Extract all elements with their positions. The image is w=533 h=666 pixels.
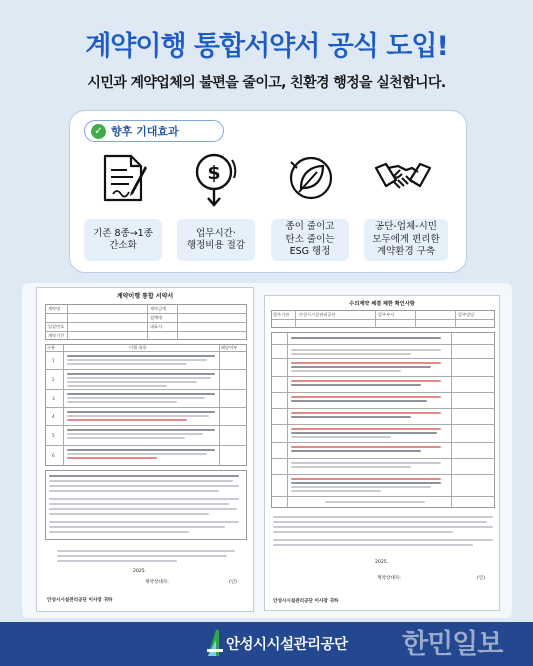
headline: 계약이행 통합서약서 공식 도입! [85, 31, 448, 62]
press-watermark: 한민일보 [402, 629, 503, 660]
subheadline: 시민과 계약업체의 불편을 줄이고, 친환경 행정을 실천합니다. [87, 75, 446, 91]
integrated-pledge-document [36, 287, 254, 612]
document-right-date: 2025. [375, 560, 389, 565]
effect-item-simplification: 기존 8종→1종 간소화 [84, 219, 162, 261]
time-money-down-icon [188, 148, 244, 208]
row-number: 3 [52, 396, 55, 401]
row-number: 6 [52, 453, 55, 458]
handshake-icon [372, 150, 434, 206]
document-left-signer: 계약상대자: [145, 580, 169, 585]
col-ordering-dept: 발주부서 [378, 312, 395, 317]
col-ordering-staff: 발주담당 [458, 312, 475, 317]
col-category: 구분 [47, 345, 56, 350]
effect-item-cost-saving: 업무시간· 행정비용 절감 [177, 219, 255, 261]
expected-effects-label: 향후 기대효과 [111, 125, 179, 138]
document-right-title: 수의계약 체결 제한 확인사항 [349, 301, 415, 307]
organization-logo-icon [205, 628, 225, 658]
col-applicable: 해당여부 [221, 345, 238, 350]
document-left-seal: (인) [229, 580, 238, 585]
row-number: 4 [52, 414, 55, 419]
label-contract-name: 계약명 [48, 306, 61, 311]
label-representative: 대표자 [150, 324, 163, 329]
agency-name: 안성시시설관리공단 [299, 312, 336, 317]
col-ordering-agency: 발주기관 [273, 312, 290, 317]
effect-item-esg: 종이 줄이고 탄소 줄이는 ESG 행정 [271, 219, 349, 261]
document-left-title: 계약이행 통합 서약서 [116, 293, 174, 300]
row-number: 5 [52, 433, 55, 438]
document-left-addressee: 안성시시설관리공단 이사장 귀하 [47, 598, 113, 603]
label-bid-number: 입찰번호 [48, 324, 65, 329]
document-right-addressee: 안성시시설관리공단 이사장 귀하 [273, 599, 339, 604]
label-contract-amount: 계약금액 [150, 306, 167, 311]
svg-text:$: $ [207, 162, 221, 184]
organization-name: 안성시시설관리공단 [226, 637, 348, 653]
document-right-signer: 계약상대자: [377, 576, 401, 581]
row-number: 1 [52, 358, 55, 363]
document-right-seal: (인) [477, 576, 486, 581]
document-left-date: 2025. [133, 569, 147, 574]
eco-leaf-icon [283, 150, 339, 206]
document-sign-icon [97, 150, 153, 206]
private-contract-restriction-document [264, 295, 500, 611]
effect-item-convenience: 공단-업체-시민 모두에게 편리한 계약환경 구축 [364, 219, 448, 261]
check-icon: ✓ [91, 124, 106, 139]
expected-effects-tag [84, 120, 224, 142]
row-number: 2 [52, 377, 55, 382]
label-contract-period: 계약기간 [48, 333, 65, 338]
label-company: 업체명 [150, 315, 163, 320]
col-content: 이행 내용 [129, 345, 147, 350]
